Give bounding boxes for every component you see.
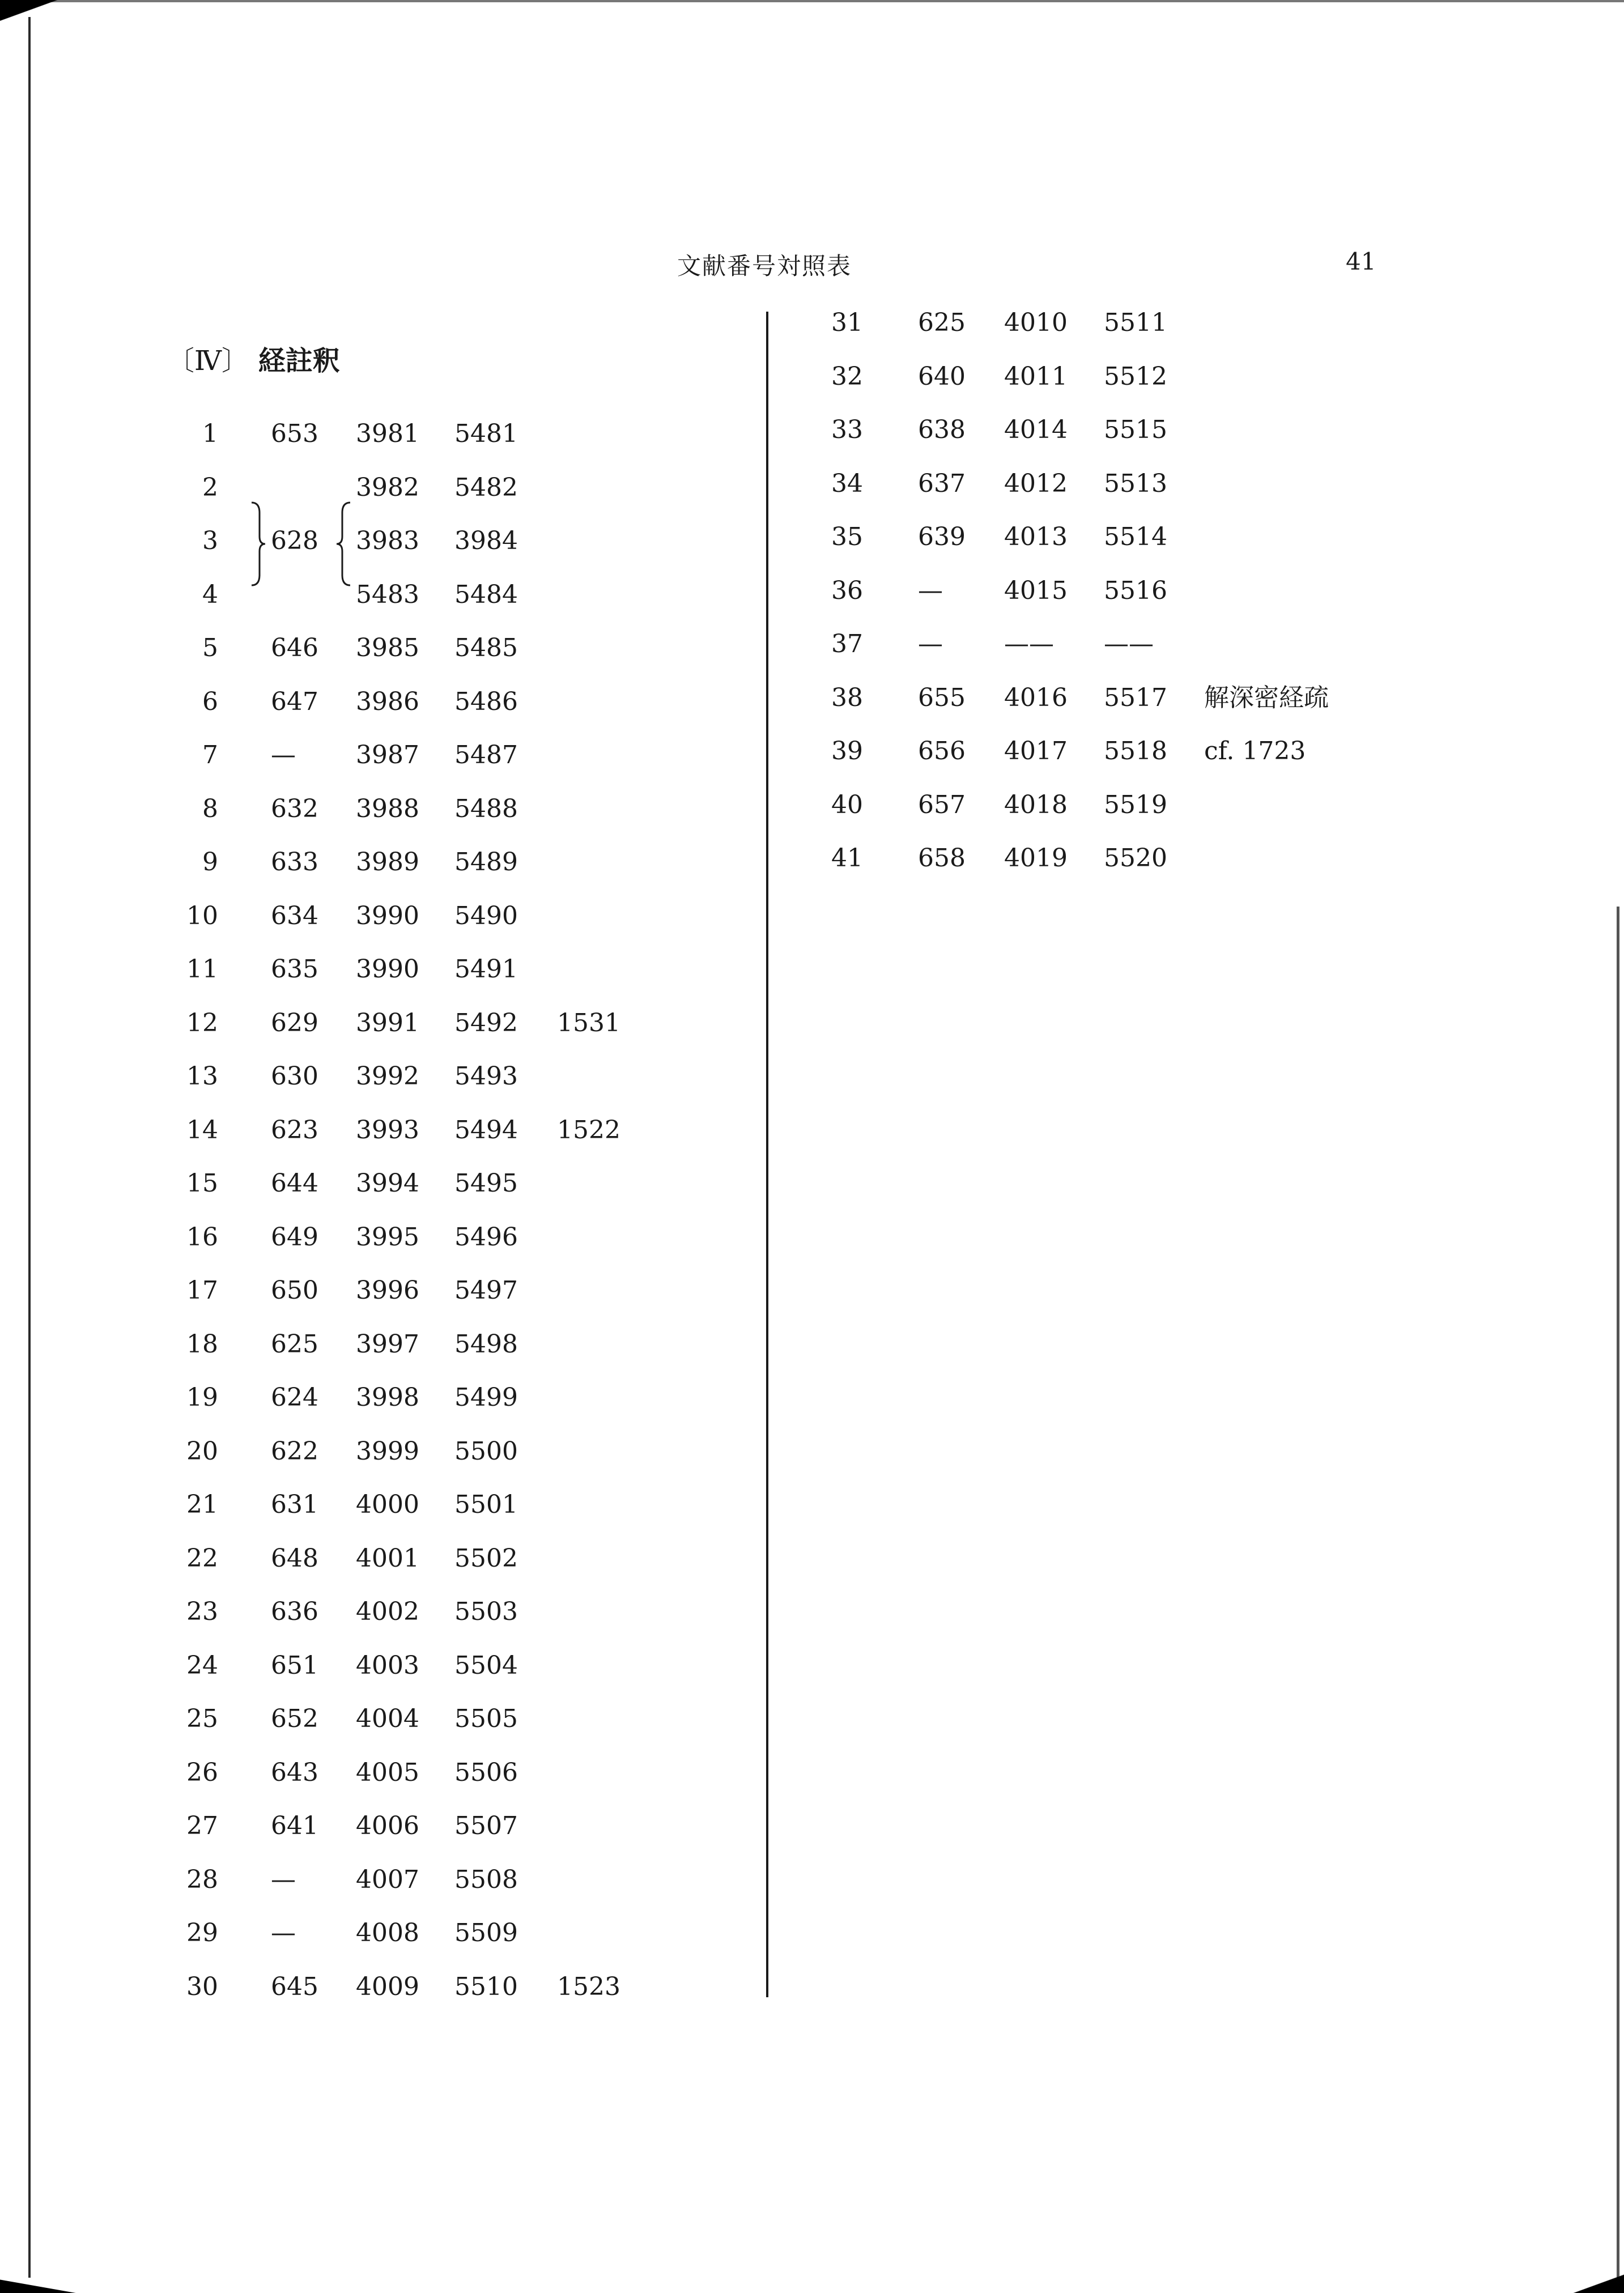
section-heading: 経註釈 bbox=[258, 345, 340, 377]
table-row bbox=[0, 1113, 620, 1147]
ref-col-b: 3986 bbox=[356, 687, 419, 716]
ref-col-a: — bbox=[271, 1918, 296, 1947]
ref-col-b: 3988 bbox=[356, 794, 419, 823]
ref-col-a: 624 bbox=[271, 1383, 318, 1412]
ref-col-a: 638 bbox=[918, 415, 966, 444]
entry-number: 15 bbox=[186, 1169, 218, 1198]
entry-number: 4 bbox=[202, 580, 218, 609]
ref-col-c: 5515 bbox=[1104, 415, 1167, 444]
entry-number: 14 bbox=[186, 1115, 218, 1145]
entry-number: 9 bbox=[202, 848, 218, 877]
ref-col-b: 3994 bbox=[356, 1169, 419, 1198]
entry-number: 11 bbox=[186, 955, 218, 984]
entry-number: 20 bbox=[186, 1436, 218, 1466]
ref-col-b: 4001 bbox=[356, 1543, 419, 1573]
ref-col-b: 4016 bbox=[1004, 683, 1068, 712]
ref-col-c: 5505 bbox=[454, 1704, 518, 1733]
ref-col-b: 4010 bbox=[1004, 308, 1068, 337]
ref-col-b: 3985 bbox=[356, 633, 419, 662]
ref-col-b: 3981 bbox=[356, 419, 419, 448]
table-row bbox=[0, 1220, 518, 1254]
ref-col-a: 637 bbox=[918, 469, 966, 498]
table-row bbox=[0, 1381, 518, 1415]
ref-col-b: 4003 bbox=[356, 1650, 419, 1680]
ref-col-d: 1523 bbox=[557, 1972, 620, 2001]
ref-col-a: — bbox=[918, 629, 943, 658]
ref-col-c: 5503 bbox=[454, 1597, 518, 1626]
ref-col-a: 647 bbox=[271, 687, 318, 716]
ref-col-c: 5482 bbox=[454, 473, 518, 502]
ref-col-a: 623 bbox=[271, 1115, 318, 1145]
ref-col-a: 630 bbox=[271, 1062, 318, 1091]
ref-col-b: 3982 bbox=[356, 473, 419, 502]
ref-col-c: 5511 bbox=[1104, 308, 1167, 337]
ref-col-c: 3984 bbox=[454, 526, 518, 555]
ref-col-a: — bbox=[918, 576, 943, 605]
ref-col-c: 5496 bbox=[454, 1222, 518, 1252]
table-row bbox=[0, 1756, 518, 1790]
ref-col-a: 641 bbox=[271, 1811, 318, 1840]
ref-col-b: 4014 bbox=[1004, 415, 1068, 444]
ref-col-a: 632 bbox=[271, 794, 318, 823]
ref-col-b: —— bbox=[1004, 629, 1054, 658]
scan-corner-mark bbox=[0, 0, 68, 34]
ref-col-c: 5501 bbox=[454, 1490, 518, 1519]
ref-col-c: 5495 bbox=[454, 1169, 518, 1198]
entry-number: 12 bbox=[186, 1008, 218, 1037]
entry-number: 28 bbox=[186, 1865, 218, 1894]
table-row bbox=[0, 788, 1167, 822]
ref-col-c: 5507 bbox=[454, 1811, 518, 1840]
entry-number: 6 bbox=[202, 687, 218, 716]
ref-col-b: 3983 bbox=[356, 526, 419, 555]
table-row bbox=[0, 1916, 518, 1950]
entry-number: 22 bbox=[186, 1543, 218, 1573]
entry-number: 27 bbox=[186, 1811, 218, 1840]
ref-col-c: 5514 bbox=[1104, 522, 1167, 551]
entry-number: 24 bbox=[186, 1650, 218, 1680]
ref-col-a: 644 bbox=[271, 1169, 318, 1198]
entry-number: 17 bbox=[186, 1276, 218, 1305]
ref-col-a: 633 bbox=[271, 848, 318, 877]
table-row bbox=[0, 1328, 518, 1362]
ref-col-b: 3991 bbox=[356, 1008, 419, 1037]
ref-col-c: 5488 bbox=[454, 794, 518, 823]
ref-col-c: 5516 bbox=[1104, 576, 1167, 605]
ref-col-c: 5500 bbox=[454, 1436, 518, 1466]
ref-col-b: 3990 bbox=[356, 901, 419, 930]
table-row bbox=[0, 1809, 518, 1843]
table-row bbox=[0, 1649, 518, 1683]
table-row bbox=[0, 1006, 620, 1040]
ref-col-d: 解深密経疏 bbox=[1204, 683, 1329, 712]
ref-col-c: 5509 bbox=[454, 1918, 518, 1947]
ref-col-b: 4002 bbox=[356, 1597, 419, 1626]
ref-col-c: 5486 bbox=[454, 687, 518, 716]
entry-number: 41 bbox=[831, 844, 863, 873]
ref-col-a: 640 bbox=[918, 361, 966, 391]
entry-number: 33 bbox=[831, 415, 863, 444]
table-row bbox=[0, 734, 1306, 768]
grouping-brace-right bbox=[249, 501, 266, 586]
entry-number: 38 bbox=[831, 683, 863, 712]
ref-col-a: 634 bbox=[271, 901, 318, 930]
ref-col-c: 5508 bbox=[454, 1865, 518, 1894]
ref-col-a: 639 bbox=[918, 522, 966, 551]
ref-col-a: 648 bbox=[271, 1543, 318, 1573]
ref-col-b: 4009 bbox=[356, 1972, 419, 2001]
ref-col-a: 657 bbox=[918, 790, 966, 819]
ref-col-c: 5517 bbox=[1104, 683, 1167, 712]
ref-col-b: 5483 bbox=[356, 580, 419, 609]
ref-col-c: 5520 bbox=[1104, 844, 1167, 873]
table-row bbox=[0, 899, 518, 933]
table-row bbox=[0, 952, 518, 986]
entry-number: 31 bbox=[831, 308, 863, 337]
entry-number: 40 bbox=[831, 790, 863, 819]
ref-col-b: 4005 bbox=[356, 1758, 419, 1787]
ref-col-b: 3990 bbox=[356, 955, 419, 984]
ref-col-b: 3997 bbox=[356, 1329, 419, 1359]
ref-col-a: 656 bbox=[918, 737, 966, 765]
entry-number: 10 bbox=[186, 901, 218, 930]
table-row bbox=[0, 306, 1167, 340]
ref-col-b: 4017 bbox=[1004, 737, 1068, 765]
scan-corner-mark bbox=[1567, 2253, 1624, 2293]
entry-number: 13 bbox=[186, 1062, 218, 1091]
table-row bbox=[0, 1060, 518, 1094]
entry-number: 32 bbox=[831, 361, 863, 391]
ref-col-c: 5512 bbox=[1104, 361, 1167, 391]
ref-col-a: 651 bbox=[271, 1650, 318, 1680]
ref-col-a: — bbox=[271, 1865, 296, 1894]
table-row bbox=[0, 1542, 518, 1576]
ref-col-c: 5498 bbox=[454, 1329, 518, 1359]
ref-col-b: 3987 bbox=[356, 741, 419, 769]
table-row bbox=[0, 1863, 518, 1897]
table-row bbox=[0, 1435, 518, 1469]
entry-number: 7 bbox=[202, 741, 218, 769]
entry-number: 37 bbox=[831, 629, 863, 658]
ref-col-a: 628 bbox=[271, 526, 318, 555]
entry-number: 16 bbox=[186, 1222, 218, 1252]
ref-col-c: 5481 bbox=[454, 419, 518, 448]
ref-col-c: 5489 bbox=[454, 848, 518, 877]
ref-col-b: 3989 bbox=[356, 848, 419, 877]
ref-col-b: 4012 bbox=[1004, 469, 1068, 498]
ref-col-c: 5487 bbox=[454, 741, 518, 769]
ref-col-b: 4000 bbox=[356, 1490, 419, 1519]
entry-number: 23 bbox=[186, 1597, 218, 1626]
table-row bbox=[0, 467, 1167, 501]
ref-col-c: 5484 bbox=[454, 580, 518, 609]
ref-col-a: 649 bbox=[271, 1222, 318, 1252]
ref-col-b: 3993 bbox=[356, 1115, 419, 1145]
ref-col-a: — bbox=[271, 741, 296, 769]
ref-col-c: 5494 bbox=[454, 1115, 518, 1145]
ref-col-b: 4015 bbox=[1004, 576, 1068, 605]
grouping-brace-left bbox=[335, 501, 352, 586]
ref-col-b: 4008 bbox=[356, 1918, 419, 1947]
table-row bbox=[0, 360, 1167, 394]
ref-col-b: 4018 bbox=[1004, 790, 1068, 819]
ref-col-d: cf. 1723 bbox=[1204, 737, 1306, 765]
ref-col-c: 5518 bbox=[1104, 737, 1167, 765]
section-marker: 〔Ⅳ〕 bbox=[167, 345, 249, 377]
entry-number: 25 bbox=[186, 1704, 218, 1733]
entry-number: 30 bbox=[186, 1972, 218, 2001]
ref-col-a: 652 bbox=[271, 1704, 318, 1733]
entry-number: 18 bbox=[186, 1329, 218, 1359]
ref-col-a: 650 bbox=[271, 1276, 318, 1305]
ref-col-a: 625 bbox=[918, 308, 966, 337]
ref-col-a: 655 bbox=[918, 683, 966, 712]
ref-col-c: 5499 bbox=[454, 1383, 518, 1412]
ref-col-b: 4011 bbox=[1004, 361, 1068, 391]
entry-number: 2 bbox=[202, 473, 218, 502]
table-row bbox=[0, 627, 1154, 661]
table-row bbox=[0, 1702, 518, 1736]
ref-col-b: 4006 bbox=[356, 1811, 419, 1840]
table-row bbox=[0, 1970, 620, 2004]
table-row bbox=[0, 413, 1167, 447]
ref-col-c: 5504 bbox=[454, 1650, 518, 1680]
ref-col-c: 5506 bbox=[454, 1758, 518, 1787]
entry-number: 29 bbox=[186, 1918, 218, 1947]
table-row bbox=[0, 681, 1329, 715]
ref-col-c: 5491 bbox=[454, 955, 518, 984]
entry-number: 8 bbox=[202, 794, 218, 823]
table-row bbox=[0, 1167, 518, 1201]
ref-col-c: 5497 bbox=[454, 1276, 518, 1305]
entry-number: 19 bbox=[186, 1383, 218, 1412]
entry-number: 26 bbox=[186, 1758, 218, 1787]
ref-col-b: 3995 bbox=[356, 1222, 419, 1252]
ref-col-b: 3992 bbox=[356, 1062, 419, 1091]
ref-col-b: 3999 bbox=[356, 1436, 419, 1466]
entry-number: 36 bbox=[831, 576, 863, 605]
ref-col-a: 631 bbox=[271, 1490, 318, 1519]
entry-number: 3 bbox=[202, 526, 218, 555]
column-divider bbox=[766, 312, 768, 1997]
table-row bbox=[0, 841, 1167, 875]
ref-col-a: 658 bbox=[918, 844, 966, 873]
running-head: 文献番号対照表 bbox=[677, 252, 852, 280]
ref-col-a: 646 bbox=[271, 633, 318, 662]
table-row bbox=[0, 1595, 518, 1629]
scan-edge-top bbox=[0, 0, 1624, 2]
ref-col-c: —— bbox=[1104, 629, 1154, 658]
entry-number: 39 bbox=[831, 737, 863, 765]
ref-col-c: 5485 bbox=[454, 633, 518, 662]
scan-edge-right bbox=[1617, 907, 1619, 2289]
ref-col-b: 4004 bbox=[356, 1704, 419, 1733]
page-number: 41 bbox=[1346, 248, 1376, 275]
ref-col-b: 4019 bbox=[1004, 844, 1068, 873]
ref-col-d: 1522 bbox=[557, 1115, 620, 1145]
ref-col-a: 636 bbox=[271, 1597, 318, 1626]
ref-col-c: 5502 bbox=[454, 1543, 518, 1573]
ref-col-b: 4007 bbox=[356, 1865, 419, 1894]
ref-col-a: 622 bbox=[271, 1436, 318, 1466]
ref-col-c: 5490 bbox=[454, 901, 518, 930]
ref-col-a: 625 bbox=[271, 1329, 318, 1359]
table-row bbox=[0, 1488, 518, 1522]
ref-col-c: 5493 bbox=[454, 1062, 518, 1091]
entry-number: 35 bbox=[831, 522, 863, 551]
ref-col-c: 5519 bbox=[1104, 790, 1167, 819]
entry-number: 21 bbox=[186, 1490, 218, 1519]
ref-col-b: 3998 bbox=[356, 1383, 419, 1412]
ref-col-b: 3996 bbox=[356, 1276, 419, 1305]
entry-number: 1 bbox=[202, 419, 218, 448]
ref-col-c: 5513 bbox=[1104, 469, 1167, 498]
ref-col-d: 1531 bbox=[557, 1008, 620, 1037]
ref-col-a: 629 bbox=[271, 1008, 318, 1037]
scan-corner-mark bbox=[0, 2276, 91, 2293]
ref-col-a: 645 bbox=[271, 1972, 318, 2001]
entry-number: 34 bbox=[831, 469, 863, 498]
ref-col-a: 643 bbox=[271, 1758, 318, 1787]
ref-col-b: 4013 bbox=[1004, 522, 1068, 551]
entry-number: 5 bbox=[202, 633, 218, 662]
ref-col-a: 653 bbox=[271, 419, 318, 448]
ref-col-c: 5492 bbox=[454, 1008, 518, 1037]
ref-col-c: 5510 bbox=[454, 1972, 518, 2001]
ref-col-a: 635 bbox=[271, 955, 318, 984]
table-row bbox=[0, 1274, 518, 1308]
